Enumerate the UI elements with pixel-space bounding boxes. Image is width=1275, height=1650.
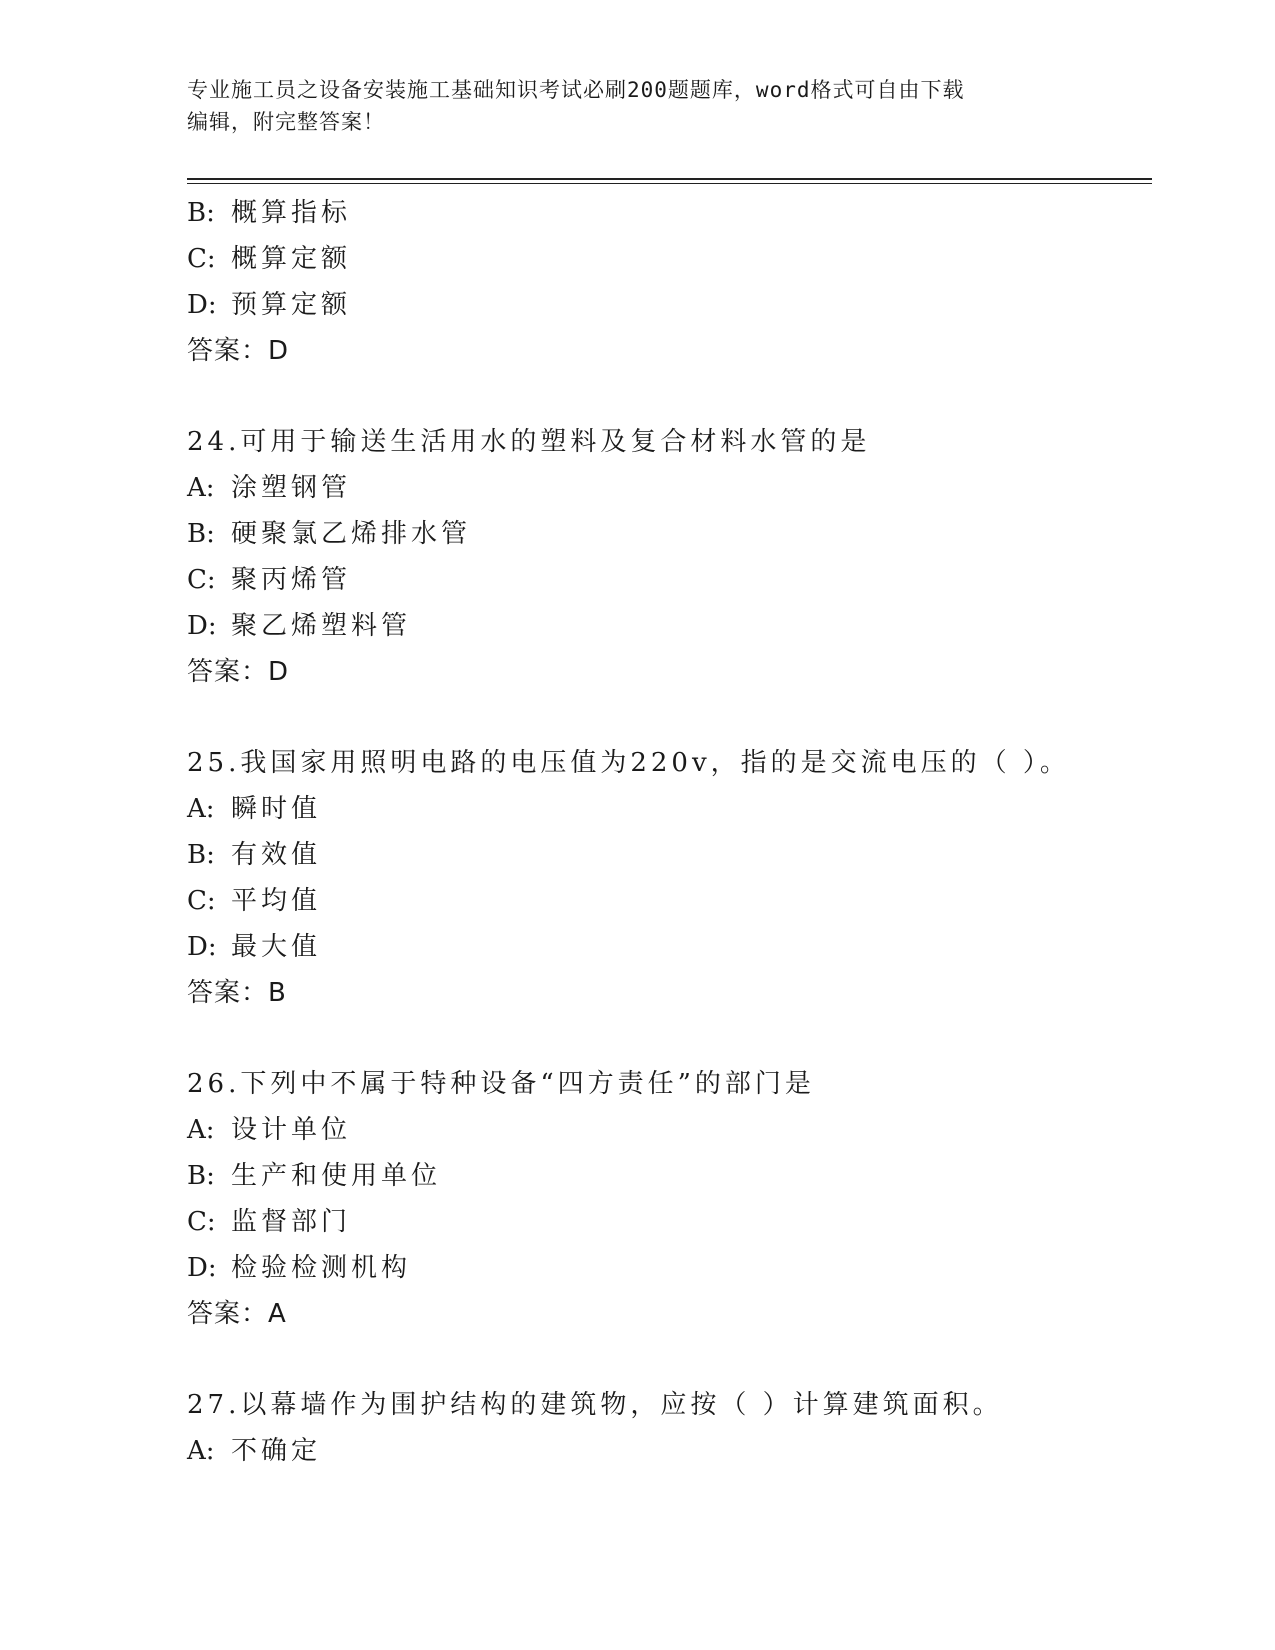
option-d xyxy=(187,1245,1152,1291)
option-text: 预算定额 xyxy=(231,290,352,320)
option-b xyxy=(187,832,1152,878)
option-key: C: xyxy=(187,886,216,916)
option-text: 监督部门 xyxy=(231,1207,352,1237)
question-24 xyxy=(187,419,1152,695)
option-text: 聚乙烯塑料管 xyxy=(231,611,412,641)
option-text: 设计单位 xyxy=(231,1115,352,1145)
option-c xyxy=(187,878,1152,924)
option-key: C: xyxy=(187,565,216,595)
option-text: 不确定 xyxy=(231,1436,322,1466)
option-c xyxy=(187,236,1152,282)
document-header xyxy=(187,74,1067,138)
option-c xyxy=(187,1199,1152,1245)
option-a xyxy=(187,1107,1152,1153)
option-a xyxy=(187,786,1152,832)
option-text: 硬聚氯乙烯排水管 xyxy=(231,519,472,549)
option-text: 平均值 xyxy=(231,886,322,916)
option-c xyxy=(187,557,1152,603)
question-23-tail xyxy=(187,190,1152,374)
option-text: 涂塑钢管 xyxy=(231,473,352,503)
option-text: 检验检测机构 xyxy=(231,1253,412,1283)
option-text: 概算定额 xyxy=(231,244,352,274)
option-key: D: xyxy=(187,290,217,320)
option-text: 有效值 xyxy=(231,840,322,870)
answer: 答案：D xyxy=(187,336,290,366)
option-text: 概算指标 xyxy=(231,198,352,228)
option-text: 瞬时值 xyxy=(231,794,322,824)
option-text: 最大值 xyxy=(231,932,322,962)
header-divider xyxy=(187,178,1152,184)
header-line-2: 编辑，附完整答案！ xyxy=(187,110,385,134)
question-25 xyxy=(187,740,1152,1016)
answer: 答案：B xyxy=(187,978,287,1008)
option-key: B: xyxy=(187,840,215,870)
header-line-1: 专业施工员之设备安装施工基础知识考试必刷200题题库，word格式可自由下载 xyxy=(187,78,965,102)
question-list xyxy=(187,190,1152,1474)
option-key: B: xyxy=(187,1161,215,1191)
option-key: D: xyxy=(187,1253,217,1283)
option-key: D: xyxy=(187,932,217,962)
question-stem: 24.可用于输送生活用水的塑料及复合材料水管的是 xyxy=(187,427,871,457)
question-26 xyxy=(187,1061,1152,1337)
option-b xyxy=(187,190,1152,236)
option-key: A: xyxy=(187,1436,215,1466)
option-b xyxy=(187,1153,1152,1199)
option-text: 聚丙烯管 xyxy=(231,565,352,595)
option-key: C: xyxy=(187,1207,216,1237)
question-stem: 25.我国家用照明电路的电压值为220v，指的是交流电压的（ ）。 xyxy=(187,748,1070,778)
answer: 答案：A xyxy=(187,1299,287,1329)
answer: 答案：D xyxy=(187,657,290,687)
option-d xyxy=(187,603,1152,649)
option-key: A: xyxy=(187,794,215,824)
question-stem: 27.以幕墙作为围护结构的建筑物，应按（ ）计算建筑面积。 xyxy=(187,1390,1003,1420)
question-stem: 26.下列中不属于特种设备“四方责任”的部门是 xyxy=(187,1069,815,1099)
option-key: A: xyxy=(187,473,215,503)
option-text: 生产和使用单位 xyxy=(231,1161,442,1191)
option-key: C: xyxy=(187,244,216,274)
option-d xyxy=(187,924,1152,970)
question-27 xyxy=(187,1382,1152,1474)
option-key: A: xyxy=(187,1115,215,1145)
option-a xyxy=(187,1428,1152,1474)
option-key: D: xyxy=(187,611,217,641)
option-b xyxy=(187,511,1152,557)
option-d xyxy=(187,282,1152,328)
option-key: B: xyxy=(187,519,215,549)
option-key: B: xyxy=(187,198,215,228)
option-a xyxy=(187,465,1152,511)
